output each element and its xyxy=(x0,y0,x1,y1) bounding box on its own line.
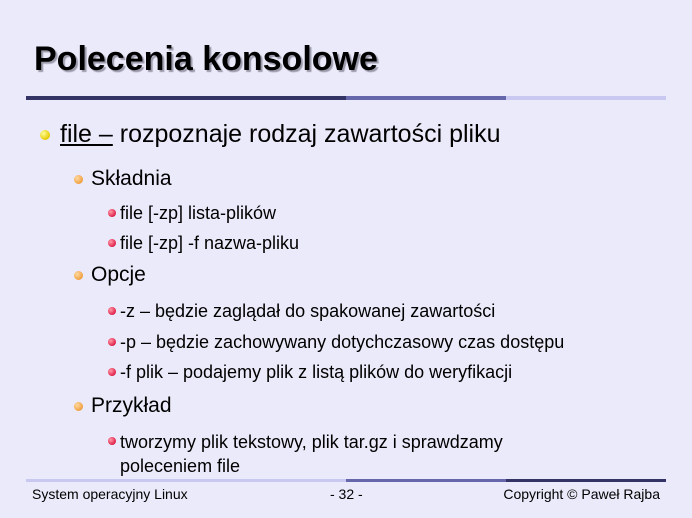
orange-bullet-icon xyxy=(74,175,83,184)
section-label: Przykład xyxy=(91,394,172,417)
red-bullet-icon xyxy=(108,338,116,346)
red-bullet-icon xyxy=(108,209,116,217)
slide-title: Polecenia konsolowe xyxy=(34,40,378,78)
footer-right: Copyright © Paweł Rajba xyxy=(503,486,660,502)
command-description: rozpoznaje rodzaj zawartości pliku xyxy=(112,120,501,148)
list-item xyxy=(108,301,495,322)
list-item-text: -z – będzie zaglądał do spakowanej zawartości xyxy=(120,301,496,321)
orange-bullet-icon xyxy=(74,271,83,280)
section-heading xyxy=(74,394,172,418)
section-heading xyxy=(74,167,172,191)
red-bullet-icon xyxy=(108,239,116,247)
section-label: Opcje xyxy=(91,263,146,286)
footer-page-number: - 32 - xyxy=(330,486,363,502)
red-bullet-icon xyxy=(108,307,116,315)
footer-left: System operacyjny Linux xyxy=(32,486,188,502)
list-item-text: -p – będzie zachowywany dotychczasowy czas dostępu xyxy=(120,332,565,352)
list-item xyxy=(108,332,564,353)
footer-divider xyxy=(26,479,666,482)
list-item xyxy=(108,203,276,224)
command-name: file – xyxy=(60,120,113,148)
red-bullet-icon xyxy=(108,437,116,445)
list-item xyxy=(108,430,590,478)
orange-bullet-icon xyxy=(74,402,83,411)
list-item-text: file [-zp] -f nazwa-pliku xyxy=(120,233,300,253)
list-item-text: tworzymy plik tekstowy, plik tar.gz i sprawdzamy poleceniem file xyxy=(120,432,503,476)
list-item xyxy=(108,233,299,254)
list-item-text: -f plik – podajemy plik z listą plików do weryfikacji xyxy=(120,362,513,382)
section-heading xyxy=(74,263,146,287)
section-label: Składnia xyxy=(91,167,172,190)
red-bullet-icon xyxy=(108,368,116,376)
list-item xyxy=(108,362,512,383)
yellow-bullet-icon xyxy=(40,130,50,140)
bullet-level1 xyxy=(40,120,501,149)
list-item-text: file [-zp] lista-plików xyxy=(120,203,277,223)
